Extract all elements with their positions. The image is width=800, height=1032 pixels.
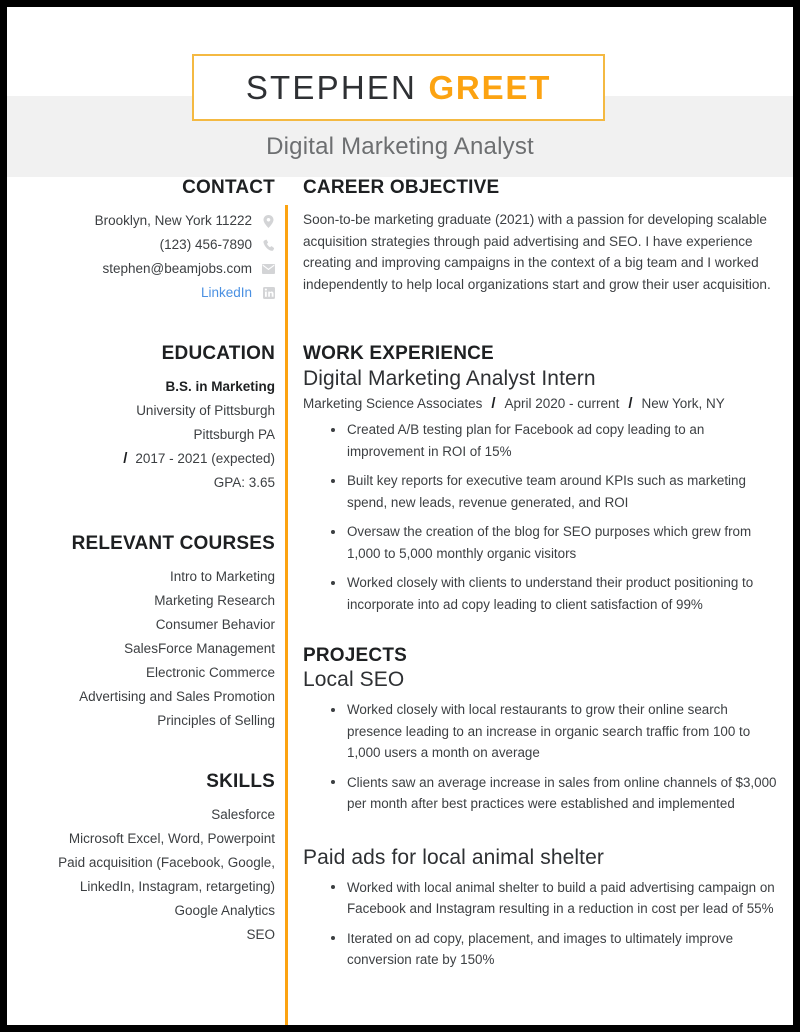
skill-item: Paid acquisition (Facebook, Google, LinkedIn, Instagram, retargeting) [58, 855, 275, 894]
linkedin-link[interactable]: LinkedIn [200, 285, 252, 300]
work-company: Marketing Science Associates [303, 396, 483, 411]
work-location: New York, NY [641, 396, 725, 411]
work-bullet-list [303, 419, 781, 615]
courses-heading: RELEVANT COURSES [71, 533, 275, 554]
project-bullet: Worked with local animal shelter to build a paid advertising campaign on Facebook and Instagram resulting in a reduction in cost per lead of 55% [331, 877, 781, 920]
work-heading: WORK EXPERIENCE [303, 343, 494, 364]
work-dates: April 2020 - current [504, 396, 620, 411]
resume-sheet [7, 7, 793, 1025]
last-name: GREET [428, 68, 552, 106]
contact-location-text: Brooklyn, New York 11222 [94, 213, 252, 228]
linkedin-icon[interactable] [262, 287, 275, 300]
course-item: Electronic Commerce [145, 665, 275, 680]
project-title: Paid ads for local animal shelter [303, 845, 604, 869]
location-pin-icon [262, 215, 275, 228]
contact-heading: CONTACT [182, 177, 275, 198]
left-column [7, 177, 275, 951]
education-section [7, 343, 275, 495]
work-experience-section [303, 343, 781, 615]
spacer [7, 737, 275, 771]
name-box [192, 54, 605, 121]
project-bullet-list [303, 877, 781, 971]
education-location: Pittsburgh PA [193, 427, 275, 442]
project-title: Local SEO [303, 668, 405, 691]
first-name: STEPHEN [245, 68, 418, 106]
project-bullet-list [303, 699, 781, 815]
work-meta [303, 395, 781, 412]
education-separator: / [123, 450, 128, 467]
envelope-icon [262, 263, 275, 276]
education-dates-row [7, 447, 275, 471]
work-job-title: Digital Marketing Analyst Intern [303, 367, 596, 390]
projects-section [303, 645, 781, 971]
objective-section [303, 177, 781, 295]
phone-icon [262, 239, 275, 252]
work-separator: / [628, 395, 633, 412]
project-item [303, 668, 781, 815]
course-item: Advertising and Sales Promotion [79, 689, 275, 704]
spacer [303, 295, 781, 329]
contact-item-phone [7, 233, 275, 257]
contact-phone-text: (123) 456-7890 [159, 237, 252, 252]
course-item: Marketing Research [154, 593, 275, 608]
contact-email-text: stephen@beamjobs.com [102, 261, 252, 276]
project-bullet: Iterated on ad copy, placement, and images to ultimately improve conversion rate by 150% [331, 928, 781, 971]
course-item: Intro to Marketing [169, 569, 275, 584]
job-title: Digital Marketing Analyst [266, 133, 534, 160]
work-separator: / [491, 395, 496, 412]
course-item: Consumer Behavior [155, 617, 275, 632]
objective-text: Soon-to-be marketing graduate (2021) with a passion for developing scalable acquisition strategies through paid advertising and SEO. I have experience creating and improving campaigns in the context of a big team and I worked independently to help local organizations start and grow their user acquisition. [303, 212, 771, 292]
spacer [303, 329, 781, 343]
education-dates: 2017 - 2021 (expected) [135, 451, 275, 466]
right-column [303, 177, 781, 979]
project-bullet: Clients saw an average increase in sales from online channels of $3,000 per month after best practices were established and implemented [331, 772, 781, 815]
education-school: University of Pittsburgh [136, 403, 275, 418]
skill-item: Google Analytics [174, 903, 275, 918]
course-item: Principles of Selling [157, 713, 275, 728]
spacer [7, 499, 275, 533]
courses-section [7, 533, 275, 733]
work-bullet: Created A/B testing plan for Facebook ad copy leading to an improvement in ROI of 15% [331, 419, 781, 462]
projects-heading: PROJECTS [303, 645, 408, 666]
spacer [303, 623, 781, 645]
education-heading: EDUCATION [161, 343, 275, 364]
work-bullet: Worked closely with clients to understand their product positioning to incorporate into ad copy leading to client satisfaction of 99% [331, 572, 781, 615]
project-bullet: Worked closely with local restaurants to grow their online search presence leading to an increase in organic search traffic from 100 to 1,000 users a month on average [331, 699, 781, 764]
work-bullet: Oversaw the creation of the blog for SEO purposes which grew from 1,000 to 5,000 monthly organic visitors [331, 521, 781, 564]
education-degree: B.S. in Marketing [165, 379, 275, 394]
contact-item-linkedin[interactable] [7, 281, 275, 305]
skills-heading: SKILLS [206, 771, 275, 792]
skill-item: SEO [246, 927, 275, 942]
column-divider [285, 205, 288, 1025]
skill-item: Microsoft Excel, Word, Powerpoint [68, 831, 275, 846]
work-bullet: Built key reports for executive team around KPIs such as marketing spend, new leads, revenue generated, and ROI [331, 470, 781, 513]
spacer [303, 823, 781, 845]
objective-heading: CAREER OBJECTIVE [303, 177, 500, 198]
course-item: SalesForce Management [124, 641, 275, 656]
contact-item-location [7, 209, 275, 233]
spacer [7, 309, 275, 343]
skills-section [7, 771, 275, 947]
project-item [303, 846, 781, 971]
contact-item-email [7, 257, 275, 281]
resume-body [7, 177, 793, 1025]
full-name [246, 69, 551, 107]
skill-item: Salesforce [211, 807, 275, 822]
contact-section [7, 177, 275, 305]
education-gpa: GPA: 3.65 [213, 475, 275, 490]
